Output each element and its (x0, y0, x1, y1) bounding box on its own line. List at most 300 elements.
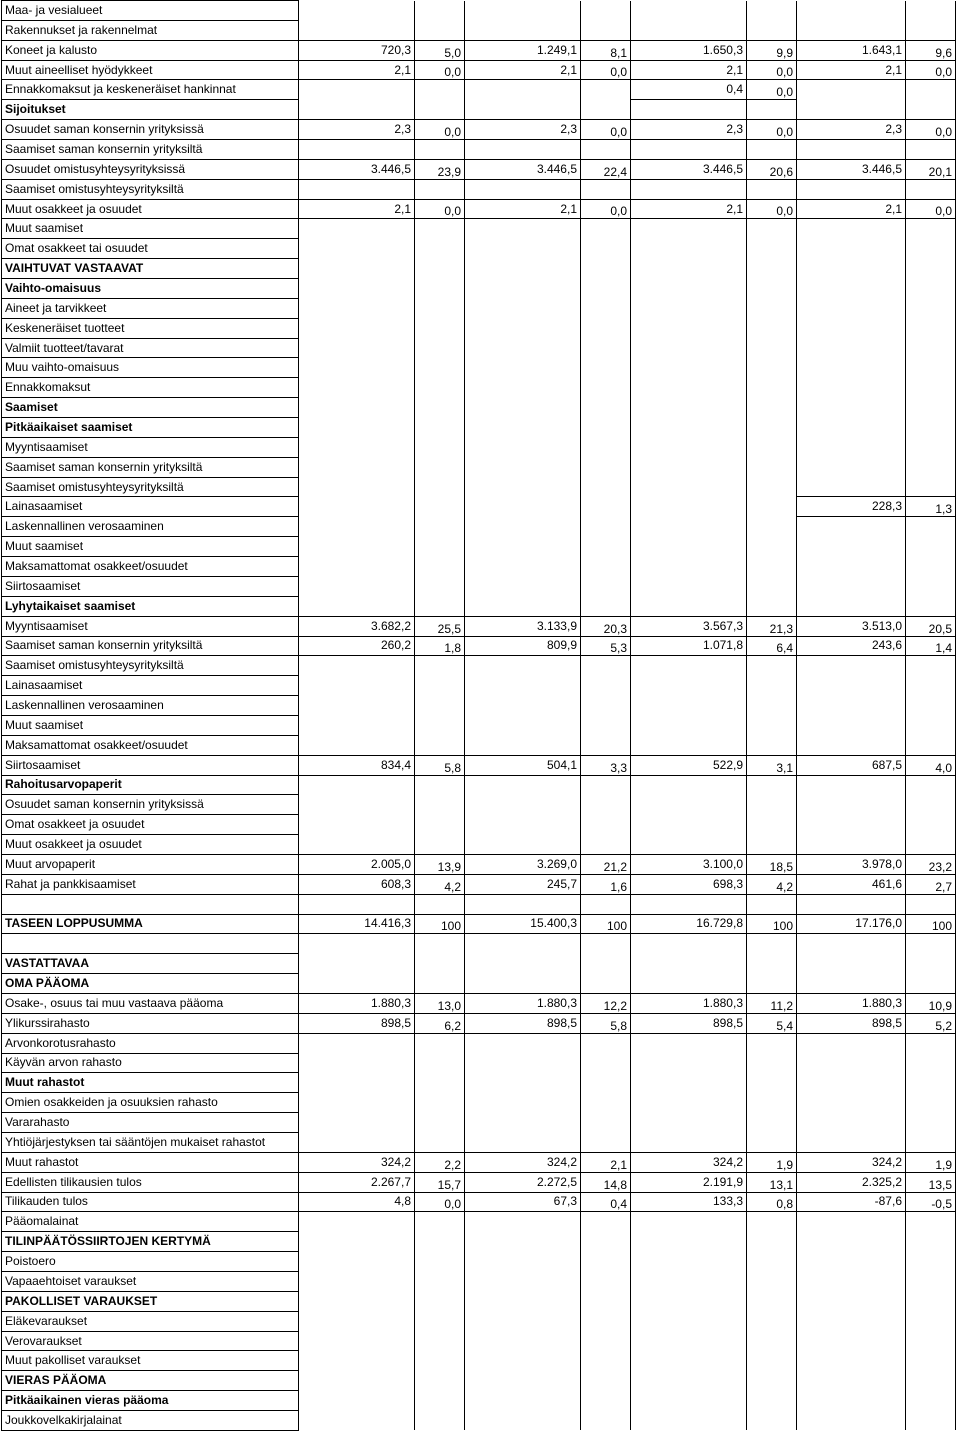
percent-cell: 5,0 (415, 40, 465, 60)
value-cell (465, 934, 581, 954)
percent-cell (906, 219, 956, 239)
value-cell (465, 1331, 581, 1351)
percent-cell (747, 775, 797, 795)
percent-cell (906, 1, 956, 21)
percent-cell (906, 437, 956, 457)
percent-cell (906, 517, 956, 537)
percent-cell (415, 1351, 465, 1371)
value-cell: 3.682,2 (299, 616, 415, 636)
value-cell (465, 418, 581, 438)
value-cell (797, 338, 906, 358)
table-row (2, 874, 956, 894)
percent-cell (581, 715, 631, 735)
value-cell: 1.880,3 (465, 993, 581, 1013)
value-cell: 3.978,0 (797, 854, 906, 874)
value-cell: 243,6 (797, 636, 906, 656)
percent-cell (747, 1311, 797, 1331)
table-row (2, 20, 956, 40)
value-cell (465, 517, 581, 537)
percent-cell (906, 1291, 956, 1311)
percent-cell (581, 318, 631, 338)
percent-cell: 10,9 (906, 993, 956, 1013)
percent-cell (906, 934, 956, 954)
value-cell (797, 735, 906, 755)
percent-cell (747, 735, 797, 755)
percent-cell (415, 1391, 465, 1411)
row-label: Omat osakkeet ja osuudet (2, 815, 299, 835)
row-label: Poistoero (2, 1252, 299, 1272)
value-cell (299, 1391, 415, 1411)
percent-cell (415, 1, 465, 21)
value-cell: 1.880,3 (631, 993, 747, 1013)
value-cell (299, 1, 415, 21)
percent-cell: -0,5 (906, 1192, 956, 1212)
value-cell (797, 1272, 906, 1292)
percent-cell: 0,0 (747, 60, 797, 80)
value-cell (797, 934, 906, 954)
value-cell: 461,6 (797, 874, 906, 894)
value-cell (465, 1132, 581, 1152)
percent-cell: 15,7 (415, 1172, 465, 1192)
percent-cell (906, 100, 956, 120)
percent-cell (747, 715, 797, 735)
table-row (2, 1053, 956, 1073)
percent-cell: 5,4 (747, 1013, 797, 1033)
value-cell (797, 1351, 906, 1371)
value-cell (465, 140, 581, 160)
value-cell (631, 1371, 747, 1391)
percent-cell (415, 537, 465, 557)
value-cell: -87,6 (797, 1192, 906, 1212)
percent-cell (906, 1331, 956, 1351)
value-cell (631, 318, 747, 338)
value-cell (797, 775, 906, 795)
percent-cell (581, 259, 631, 279)
value-cell (465, 696, 581, 716)
value-cell (465, 1311, 581, 1331)
value-cell (465, 437, 581, 457)
value-cell (631, 1093, 747, 1113)
table-row (2, 815, 956, 835)
percent-cell: 21,2 (581, 854, 631, 874)
row-label: Osuudet saman konsernin yrityksissä (2, 795, 299, 815)
percent-cell (747, 1093, 797, 1113)
value-cell (299, 517, 415, 537)
percent-cell (415, 279, 465, 299)
percent-cell (747, 239, 797, 259)
value-cell: 1.071,8 (631, 636, 747, 656)
row-label: Muut saamiset (2, 219, 299, 239)
row-label: Muut osakkeet ja osuudet (2, 835, 299, 855)
percent-cell (581, 795, 631, 815)
table-row (2, 656, 956, 676)
value-cell: 2,1 (631, 60, 747, 80)
value-cell (299, 140, 415, 160)
percent-cell: 6,4 (747, 636, 797, 656)
table-row (2, 1152, 956, 1172)
value-cell (797, 1391, 906, 1411)
value-cell (465, 775, 581, 795)
value-cell (299, 1252, 415, 1272)
percent-cell (906, 20, 956, 40)
percent-cell (747, 576, 797, 596)
percent-cell (581, 1212, 631, 1232)
value-cell (797, 815, 906, 835)
value-cell (797, 398, 906, 418)
percent-cell (581, 596, 631, 616)
value-cell (465, 298, 581, 318)
value-cell (465, 1113, 581, 1133)
percent-cell (415, 1093, 465, 1113)
table-row (2, 477, 956, 497)
value-cell: 3.446,5 (299, 159, 415, 179)
percent-cell (906, 80, 956, 100)
table-row (2, 1, 956, 21)
percent-cell: 100 (906, 914, 956, 934)
percent-cell (415, 457, 465, 477)
row-label: Vararahasto (2, 1113, 299, 1133)
table-row (2, 974, 956, 994)
percent-cell: 9,9 (747, 40, 797, 60)
percent-cell (747, 1391, 797, 1411)
row-label: Muut aineelliset hyödykkeet (2, 60, 299, 80)
value-cell (631, 1272, 747, 1292)
value-cell (631, 656, 747, 676)
percent-cell: 14,8 (581, 1172, 631, 1192)
value-cell (631, 696, 747, 716)
value-cell: 834,4 (299, 755, 415, 775)
percent-cell (747, 418, 797, 438)
value-cell (465, 954, 581, 974)
percent-cell: 0,0 (415, 199, 465, 219)
percent-cell (415, 338, 465, 358)
value-cell (631, 418, 747, 438)
percent-cell (415, 735, 465, 755)
value-cell: 324,2 (631, 1152, 747, 1172)
value-cell: 504,1 (465, 755, 581, 775)
table-row (2, 696, 956, 716)
table-row (2, 120, 956, 140)
value-cell (797, 239, 906, 259)
value-cell (299, 239, 415, 259)
percent-cell (906, 1232, 956, 1252)
percent-cell (747, 1, 797, 21)
value-cell (299, 1331, 415, 1351)
value-cell (797, 557, 906, 577)
table-row (2, 894, 956, 914)
row-label: Lainasaamiset (2, 497, 299, 517)
value-cell (797, 1113, 906, 1133)
percent-cell (581, 20, 631, 40)
percent-cell: 22,4 (581, 159, 631, 179)
value-cell: 3.446,5 (465, 159, 581, 179)
value-cell: 2,3 (465, 120, 581, 140)
row-label: Pitkäaikaiset saamiset (2, 418, 299, 438)
row-label: Muu vaihto-omaisuus (2, 358, 299, 378)
value-cell (631, 1073, 747, 1093)
table-row (2, 616, 956, 636)
percent-cell (415, 1272, 465, 1292)
percent-cell: 13,1 (747, 1172, 797, 1192)
value-cell (797, 715, 906, 735)
value-cell (465, 358, 581, 378)
percent-cell (747, 815, 797, 835)
value-cell (465, 279, 581, 299)
percent-cell (747, 318, 797, 338)
percent-cell (581, 219, 631, 239)
percent-cell: 5,8 (415, 755, 465, 775)
value-cell (299, 1291, 415, 1311)
value-cell: 4,8 (299, 1192, 415, 1212)
value-cell (299, 1132, 415, 1152)
percent-cell (415, 1073, 465, 1093)
table-row (2, 338, 956, 358)
percent-cell (906, 259, 956, 279)
percent-cell: 1,9 (906, 1152, 956, 1172)
value-cell: 898,5 (465, 1013, 581, 1033)
percent-cell (581, 1291, 631, 1311)
percent-cell (747, 676, 797, 696)
percent-cell (415, 437, 465, 457)
value-cell (299, 1113, 415, 1133)
percent-cell (747, 398, 797, 418)
value-cell (299, 1033, 415, 1053)
row-label: Sijoitukset (2, 100, 299, 120)
value-cell: 16.729,8 (631, 914, 747, 934)
percent-cell: 6,2 (415, 1013, 465, 1033)
value-cell: 2.191,9 (631, 1172, 747, 1192)
value-cell (631, 894, 747, 914)
percent-cell: 100 (581, 914, 631, 934)
percent-cell (747, 954, 797, 974)
percent-cell: 0,0 (581, 199, 631, 219)
table-row (2, 80, 956, 100)
percent-cell (415, 715, 465, 735)
value-cell (299, 477, 415, 497)
percent-cell (581, 437, 631, 457)
percent-cell (906, 1411, 956, 1431)
row-label: Lyhytaikaiset saamiset (2, 596, 299, 616)
percent-cell (581, 894, 631, 914)
row-label: PAKOLLISET VARAUKSET (2, 1291, 299, 1311)
percent-cell (581, 1331, 631, 1351)
value-cell (797, 1093, 906, 1113)
value-cell (299, 795, 415, 815)
percent-cell (747, 497, 797, 517)
row-label: Joukkovelkakirjalainat (2, 1411, 299, 1431)
percent-cell (906, 1212, 956, 1232)
percent-cell (415, 1033, 465, 1053)
percent-cell (747, 1232, 797, 1252)
value-cell: 2,3 (299, 120, 415, 140)
percent-cell (581, 974, 631, 994)
percent-cell (581, 1053, 631, 1073)
percent-cell (415, 656, 465, 676)
value-cell: 2,3 (631, 120, 747, 140)
percent-cell (581, 835, 631, 855)
value-cell (797, 1331, 906, 1351)
row-label: Rakennukset ja rakennelmat (2, 20, 299, 40)
table-row (2, 1252, 956, 1272)
percent-cell (747, 298, 797, 318)
table-row (2, 1411, 956, 1431)
row-label: Myyntisaamiset (2, 437, 299, 457)
row-label (2, 934, 299, 954)
value-cell: 324,2 (797, 1152, 906, 1172)
percent-cell (906, 1093, 956, 1113)
row-label: VIERAS PÄÄOMA (2, 1371, 299, 1391)
value-cell (631, 1411, 747, 1431)
value-cell (299, 576, 415, 596)
value-cell (299, 1093, 415, 1113)
table-row (2, 1232, 956, 1252)
percent-cell (747, 378, 797, 398)
percent-cell (747, 974, 797, 994)
percent-cell: 0,4 (581, 1192, 631, 1212)
percent-cell (747, 894, 797, 914)
value-cell (631, 934, 747, 954)
row-label: Omien osakkeiden ja osuuksien rahasto (2, 1093, 299, 1113)
value-cell (631, 457, 747, 477)
value-cell (465, 20, 581, 40)
percent-cell: 5,2 (906, 1013, 956, 1033)
value-cell (465, 894, 581, 914)
value-cell (465, 1, 581, 21)
table-row (2, 100, 956, 120)
value-cell (797, 219, 906, 239)
value-cell (631, 1291, 747, 1311)
percent-cell (747, 1351, 797, 1371)
row-label: Ennakkomaksut (2, 378, 299, 398)
value-cell (631, 517, 747, 537)
row-label: Saamiset (2, 398, 299, 418)
row-label: Tilikauden tulos (2, 1192, 299, 1212)
percent-cell: 13,9 (415, 854, 465, 874)
value-cell (797, 20, 906, 40)
percent-cell: 0,0 (906, 120, 956, 140)
percent-cell (581, 338, 631, 358)
row-label: Omat osakkeet tai osuudet (2, 239, 299, 259)
value-cell: 2,1 (465, 60, 581, 80)
table-row (2, 398, 956, 418)
percent-cell (415, 1053, 465, 1073)
percent-cell (415, 239, 465, 259)
percent-cell (581, 179, 631, 199)
percent-cell: 0,0 (747, 120, 797, 140)
row-label: Rahoitusarvopaperit (2, 775, 299, 795)
value-cell (631, 974, 747, 994)
percent-cell (415, 696, 465, 716)
value-cell (797, 576, 906, 596)
value-cell: 0,4 (631, 80, 747, 100)
percent-cell (581, 656, 631, 676)
value-cell (797, 1132, 906, 1152)
percent-cell (747, 795, 797, 815)
row-label: Eläkevaraukset (2, 1311, 299, 1331)
percent-cell (415, 676, 465, 696)
percent-cell (906, 596, 956, 616)
row-label: Pääomalainat (2, 1212, 299, 1232)
percent-cell (906, 1272, 956, 1292)
value-cell (465, 1232, 581, 1252)
value-cell (465, 398, 581, 418)
value-cell: 3.100,0 (631, 854, 747, 874)
table-row (2, 219, 956, 239)
table-row (2, 199, 956, 219)
percent-cell (415, 1411, 465, 1431)
value-cell (465, 974, 581, 994)
percent-cell: 23,2 (906, 854, 956, 874)
table-row (2, 596, 956, 616)
value-cell (465, 378, 581, 398)
value-cell (631, 378, 747, 398)
value-cell (797, 676, 906, 696)
percent-cell (747, 1212, 797, 1232)
percent-cell (581, 735, 631, 755)
percent-cell (747, 1371, 797, 1391)
percent-cell (747, 537, 797, 557)
value-cell (631, 398, 747, 418)
table-row (2, 497, 956, 517)
value-cell (465, 1291, 581, 1311)
percent-cell (747, 1053, 797, 1073)
value-cell (299, 437, 415, 457)
value-cell (465, 715, 581, 735)
value-cell: 2,1 (797, 60, 906, 80)
row-label: Muut saamiset (2, 715, 299, 735)
value-cell (631, 219, 747, 239)
percent-cell (415, 894, 465, 914)
value-cell (465, 1053, 581, 1073)
percent-cell: 1,6 (581, 874, 631, 894)
percent-cell (747, 696, 797, 716)
row-label: TILINPÄÄTÖSSIIRTOJEN KERTYMÄ (2, 1232, 299, 1252)
value-cell: 2,3 (797, 120, 906, 140)
percent-cell (747, 1331, 797, 1351)
value-cell (631, 676, 747, 696)
percent-cell: 1,3 (906, 497, 956, 517)
table-row (2, 1113, 956, 1133)
percent-cell: 25,5 (415, 616, 465, 636)
value-cell (797, 1371, 906, 1391)
value-cell (465, 557, 581, 577)
percent-cell (747, 1073, 797, 1093)
value-cell (299, 398, 415, 418)
row-label: Arvonkorotusrahasto (2, 1033, 299, 1053)
value-cell (465, 735, 581, 755)
percent-cell (747, 20, 797, 40)
percent-cell (415, 418, 465, 438)
value-cell (797, 179, 906, 199)
percent-cell (581, 934, 631, 954)
percent-cell (906, 894, 956, 914)
row-label: Rahat ja pankkisaamiset (2, 874, 299, 894)
value-cell (465, 1272, 581, 1292)
percent-cell (906, 1073, 956, 1093)
percent-cell (581, 358, 631, 378)
percent-cell (415, 80, 465, 100)
percent-cell: 0,0 (415, 1192, 465, 1212)
percent-cell (747, 338, 797, 358)
percent-cell (747, 1033, 797, 1053)
value-cell (299, 676, 415, 696)
table-row (2, 140, 956, 160)
row-label: Saamiset omistusyhteysyrityksiltä (2, 656, 299, 676)
value-cell (299, 298, 415, 318)
value-cell (797, 1053, 906, 1073)
percent-cell: 1,9 (747, 1152, 797, 1172)
percent-cell (747, 437, 797, 457)
